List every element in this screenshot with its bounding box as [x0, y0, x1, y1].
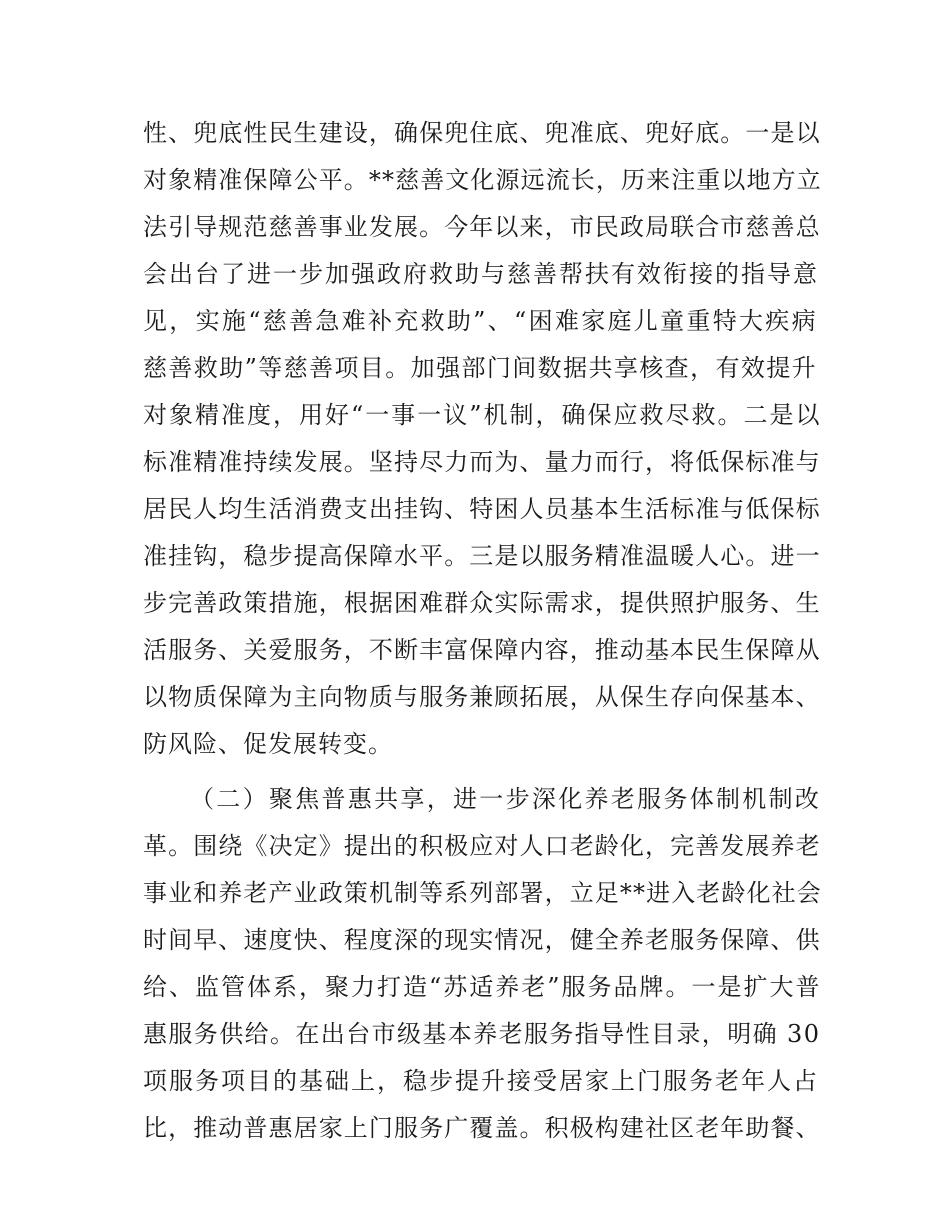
paragraph-1-line-13: 以物质保障为主向物质与服务兼顾拓展，从保生存向保基本、 — [143, 683, 821, 711]
paragraph-1-line-10: 准挂钩，稳步提高保障水平。三是以服务精准温暖人心。进一 — [143, 542, 821, 570]
paragraph-1-line-11: 步完善政策措施，根据困难群众实际需求，提供照护服务、生 — [143, 589, 821, 617]
paragraph-1-line-2: 对象精准保障公平。**慈善文化源远流长，历来注重以地方立 — [143, 166, 822, 194]
paragraph-1-line-5: 见，实施“慈善急难补充救助”、“困难家庭儿童重特大疾病 — [143, 307, 818, 335]
paragraph-1-line-6: 慈善救助”等慈善项目。加强部门间数据共享核查，有效提升 — [143, 354, 818, 382]
paragraph-2-line-3: 事业和养老产业政策机制等系列部署，立足**进入老龄化社会 — [143, 879, 822, 907]
paragraph-2-line-1: （二）聚焦普惠共享，进一步深化养老服务体制机制改 — [190, 785, 822, 813]
paragraph-1-line-7: 对象精准度，用好“一事一议”机制，确保应救尽救。二是以 — [143, 401, 822, 429]
paragraph-1-line-9: 居民人均生活消费支出挂钩、特困人员基本生活标准与低保标 — [143, 495, 821, 523]
paragraph-1-line-8: 标准精准持续发展。坚持尽力而为、量力而行，将低保标准与 — [143, 448, 821, 476]
paragraph-2-line-6: 惠服务供给。在出台市级基本养老服务指导性目录，明确 30 — [143, 1020, 821, 1048]
paragraph-1-line-1: 性、兜底性民生建设，确保兜住底、兜准底、兜好底。一是以 — [143, 119, 821, 147]
paragraph-2-line-5: 给、监管体系，聚力打造“苏适养老”服务品牌。一是扩大普 — [143, 973, 822, 1001]
paragraph-2-line-7: 项服务项目的基础上，稳步提升接受居家上门服务老年人占 — [143, 1067, 819, 1095]
paragraph-1-line-3: 法引导规范慈善事业发展。今年以来，市民政局联合市慈善总 — [143, 213, 821, 241]
paragraph-2-line-2: 革。围绕《决定》提出的积极应对人口老龄化，完善发展养老 — [143, 832, 821, 860]
paragraph-1-line-12: 活服务、关爱服务，不断丰富保障内容，推动基本民生保障从 — [143, 636, 821, 664]
paragraph-2-line-4: 时间早、速度快、程度深的现实情况，健全养老服务保障、供 — [143, 926, 821, 954]
paragraph-2-line-8: 比，推动普惠居家上门服务广覆盖。积极构建社区老年助餐、 — [143, 1114, 821, 1142]
paragraph-1-line-14: 防风险、促发展转变。 — [143, 730, 393, 758]
paragraph-1-line-4: 会出台了进一步加强政府救助与慈善帮扶有效衔接的指导意 — [143, 260, 819, 288]
